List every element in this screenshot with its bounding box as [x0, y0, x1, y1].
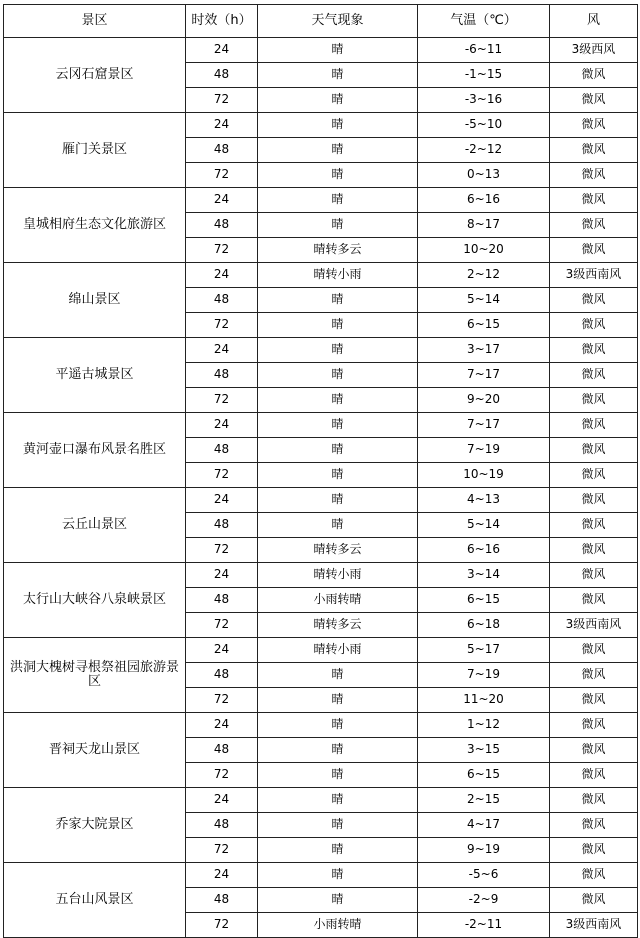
table-row	[4, 863, 638, 888]
weather-cell: 晴	[258, 663, 418, 688]
weather-cell: 晴	[258, 163, 418, 188]
temperature-cell: 10~20	[418, 238, 550, 263]
wind-cell: 微风	[550, 88, 638, 113]
lead-time-cell: 48	[186, 288, 258, 313]
lead-time-cell: 72	[186, 88, 258, 113]
weather-cell: 晴	[258, 113, 418, 138]
weather-cell: 晴	[258, 213, 418, 238]
temperature-cell: 6~16	[418, 538, 550, 563]
wind-cell: 微风	[550, 138, 638, 163]
table-row	[4, 263, 638, 288]
temperature-cell: -5~6	[418, 863, 550, 888]
column-header-weather: 天气现象	[258, 5, 418, 38]
weather-cell: 晴转多云	[258, 538, 418, 563]
column-header-lead-time: 时效（h）	[186, 5, 258, 38]
scenic-spot-name: 洪洞大槐树寻根祭祖园旅游景区	[4, 638, 186, 713]
lead-time-cell: 24	[186, 638, 258, 663]
table-row	[4, 563, 638, 588]
wind-cell: 微风	[550, 738, 638, 763]
lead-time-cell: 72	[186, 313, 258, 338]
weather-cell: 晴	[258, 338, 418, 363]
weather-cell: 晴转小雨	[258, 638, 418, 663]
weather-cell: 晴	[258, 838, 418, 863]
scenic-spot-name: 雁门关景区	[4, 113, 186, 188]
temperature-cell: 5~14	[418, 288, 550, 313]
weather-cell: 晴	[258, 813, 418, 838]
weather-cell: 晴	[258, 38, 418, 63]
temperature-cell: 3~15	[418, 738, 550, 763]
wind-cell: 微风	[550, 588, 638, 613]
wind-cell: 微风	[550, 238, 638, 263]
lead-time-cell: 48	[186, 363, 258, 388]
column-header-wind: 风	[550, 5, 638, 38]
lead-time-cell: 24	[186, 563, 258, 588]
lead-time-cell: 48	[186, 738, 258, 763]
wind-cell: 微风	[550, 163, 638, 188]
table-row	[4, 413, 638, 438]
temperature-cell: 5~14	[418, 513, 550, 538]
wind-cell: 微风	[550, 688, 638, 713]
lead-time-cell: 72	[186, 238, 258, 263]
weather-cell: 小雨转晴	[258, 913, 418, 938]
scenic-spot-name: 云冈石窟景区	[4, 38, 186, 113]
lead-time-cell: 24	[186, 113, 258, 138]
lead-time-cell: 24	[186, 263, 258, 288]
weather-cell: 晴	[258, 438, 418, 463]
weather-cell: 晴	[258, 413, 418, 438]
weather-cell: 晴	[258, 463, 418, 488]
temperature-cell: 8~17	[418, 213, 550, 238]
lead-time-cell: 48	[186, 213, 258, 238]
wind-cell: 微风	[550, 313, 638, 338]
wind-cell: 3级西南风	[550, 263, 638, 288]
wind-cell: 微风	[550, 388, 638, 413]
wind-cell: 微风	[550, 188, 638, 213]
table-row	[4, 338, 638, 363]
lead-time-cell: 24	[186, 488, 258, 513]
temperature-cell: 7~17	[418, 413, 550, 438]
weather-cell: 晴	[258, 313, 418, 338]
temperature-cell: 9~19	[418, 838, 550, 863]
temperature-cell: 10~19	[418, 463, 550, 488]
temperature-cell: 5~17	[418, 638, 550, 663]
wind-cell: 微风	[550, 288, 638, 313]
weather-cell: 晴转多云	[258, 613, 418, 638]
wind-cell: 3级西南风	[550, 613, 638, 638]
lead-time-cell: 24	[186, 863, 258, 888]
weather-cell: 晴	[258, 188, 418, 213]
wind-cell: 3级西风	[550, 38, 638, 63]
scenic-spot-name: 平遥古城景区	[4, 338, 186, 413]
weather-cell: 晴	[258, 688, 418, 713]
wind-cell: 微风	[550, 513, 638, 538]
table-row	[4, 38, 638, 63]
lead-time-cell: 72	[186, 538, 258, 563]
wind-cell: 3级西南风	[550, 913, 638, 938]
lead-time-cell: 24	[186, 38, 258, 63]
scenic-spot-name: 晋祠天龙山景区	[4, 713, 186, 788]
wind-cell: 微风	[550, 488, 638, 513]
table-row	[4, 488, 638, 513]
table-row	[4, 638, 638, 663]
column-header-scenic-spot: 景区	[4, 5, 186, 38]
weather-cell: 晴	[258, 488, 418, 513]
lead-time-cell: 24	[186, 788, 258, 813]
lead-time-cell: 48	[186, 63, 258, 88]
weather-cell: 晴	[258, 288, 418, 313]
wind-cell: 微风	[550, 813, 638, 838]
table-header-row	[4, 5, 638, 38]
temperature-cell: -1~15	[418, 63, 550, 88]
wind-cell: 微风	[550, 838, 638, 863]
scenic-spot-name: 黄河壶口瀑布风景名胜区	[4, 413, 186, 488]
temperature-cell: -2~9	[418, 888, 550, 913]
weather-cell: 晴转小雨	[258, 563, 418, 588]
scenic-spot-name: 云丘山景区	[4, 488, 186, 563]
temperature-cell: 7~17	[418, 363, 550, 388]
weather-cell: 晴	[258, 88, 418, 113]
scenic-spot-name: 绵山景区	[4, 263, 186, 338]
lead-time-cell: 72	[186, 388, 258, 413]
temperature-cell: 7~19	[418, 438, 550, 463]
weather-cell: 晴	[258, 738, 418, 763]
wind-cell: 微风	[550, 788, 638, 813]
lead-time-cell: 48	[186, 813, 258, 838]
wind-cell: 微风	[550, 363, 638, 388]
weather-cell: 晴	[258, 888, 418, 913]
wind-cell: 微风	[550, 763, 638, 788]
temperature-cell: 6~15	[418, 588, 550, 613]
wind-cell: 微风	[550, 638, 638, 663]
scenic-spot-name: 太行山大峡谷八泉峡景区	[4, 563, 186, 638]
weather-cell: 晴转多云	[258, 238, 418, 263]
table-row	[4, 188, 638, 213]
lead-time-cell: 72	[186, 163, 258, 188]
temperature-cell: 7~19	[418, 663, 550, 688]
weather-cell: 晴	[258, 863, 418, 888]
lead-time-cell: 72	[186, 463, 258, 488]
weather-cell: 晴	[258, 763, 418, 788]
scenic-spot-name: 乔家大院景区	[4, 788, 186, 863]
temperature-cell: 4~13	[418, 488, 550, 513]
lead-time-cell: 72	[186, 763, 258, 788]
weather-cell: 小雨转晴	[258, 588, 418, 613]
scenic-spot-name: 五台山风景区	[4, 863, 186, 938]
lead-time-cell: 24	[186, 413, 258, 438]
temperature-cell: 3~14	[418, 563, 550, 588]
wind-cell: 微风	[550, 713, 638, 738]
temperature-cell: -5~10	[418, 113, 550, 138]
wind-cell: 微风	[550, 413, 638, 438]
wind-cell: 微风	[550, 438, 638, 463]
lead-time-cell: 48	[186, 138, 258, 163]
weather-cell: 晴	[258, 63, 418, 88]
weather-cell: 晴	[258, 388, 418, 413]
lead-time-cell: 72	[186, 913, 258, 938]
lead-time-cell: 48	[186, 438, 258, 463]
temperature-cell: -2~12	[418, 138, 550, 163]
lead-time-cell: 48	[186, 888, 258, 913]
temperature-cell: 6~16	[418, 188, 550, 213]
lead-time-cell: 72	[186, 613, 258, 638]
table-body	[4, 38, 638, 938]
column-header-temperature: 气温（℃）	[418, 5, 550, 38]
temperature-cell: 0~13	[418, 163, 550, 188]
temperature-cell: 1~12	[418, 713, 550, 738]
weather-cell: 晴	[258, 713, 418, 738]
temperature-cell: 9~20	[418, 388, 550, 413]
weather-cell: 晴	[258, 788, 418, 813]
wind-cell: 微风	[550, 463, 638, 488]
lead-time-cell: 72	[186, 688, 258, 713]
wind-cell: 微风	[550, 63, 638, 88]
weather-cell: 晴	[258, 363, 418, 388]
weather-cell: 晴转小雨	[258, 263, 418, 288]
lead-time-cell: 48	[186, 513, 258, 538]
lead-time-cell: 24	[186, 713, 258, 738]
lead-time-cell: 24	[186, 188, 258, 213]
wind-cell: 微风	[550, 538, 638, 563]
weather-cell: 晴	[258, 138, 418, 163]
wind-cell: 微风	[550, 863, 638, 888]
lead-time-cell: 72	[186, 838, 258, 863]
temperature-cell: -6~11	[418, 38, 550, 63]
table-header	[4, 5, 638, 38]
wind-cell: 微风	[550, 888, 638, 913]
temperature-cell: 4~17	[418, 813, 550, 838]
temperature-cell: 3~17	[418, 338, 550, 363]
temperature-cell: 11~20	[418, 688, 550, 713]
table-row	[4, 788, 638, 813]
wind-cell: 微风	[550, 338, 638, 363]
wind-cell: 微风	[550, 113, 638, 138]
temperature-cell: -2~11	[418, 913, 550, 938]
temperature-cell: 2~15	[418, 788, 550, 813]
lead-time-cell: 24	[186, 338, 258, 363]
temperature-cell: 6~18	[418, 613, 550, 638]
table-row	[4, 713, 638, 738]
wind-cell: 微风	[550, 563, 638, 588]
temperature-cell: 2~12	[418, 263, 550, 288]
weather-cell: 晴	[258, 513, 418, 538]
temperature-cell: 6~15	[418, 313, 550, 338]
table-row	[4, 113, 638, 138]
lead-time-cell: 48	[186, 588, 258, 613]
scenic-spot-name: 皇城相府生态文化旅游区	[4, 188, 186, 263]
wind-cell: 微风	[550, 663, 638, 688]
scenic-weather-forecast-table	[3, 4, 638, 938]
lead-time-cell: 48	[186, 663, 258, 688]
wind-cell: 微风	[550, 213, 638, 238]
temperature-cell: 6~15	[418, 763, 550, 788]
temperature-cell: -3~16	[418, 88, 550, 113]
